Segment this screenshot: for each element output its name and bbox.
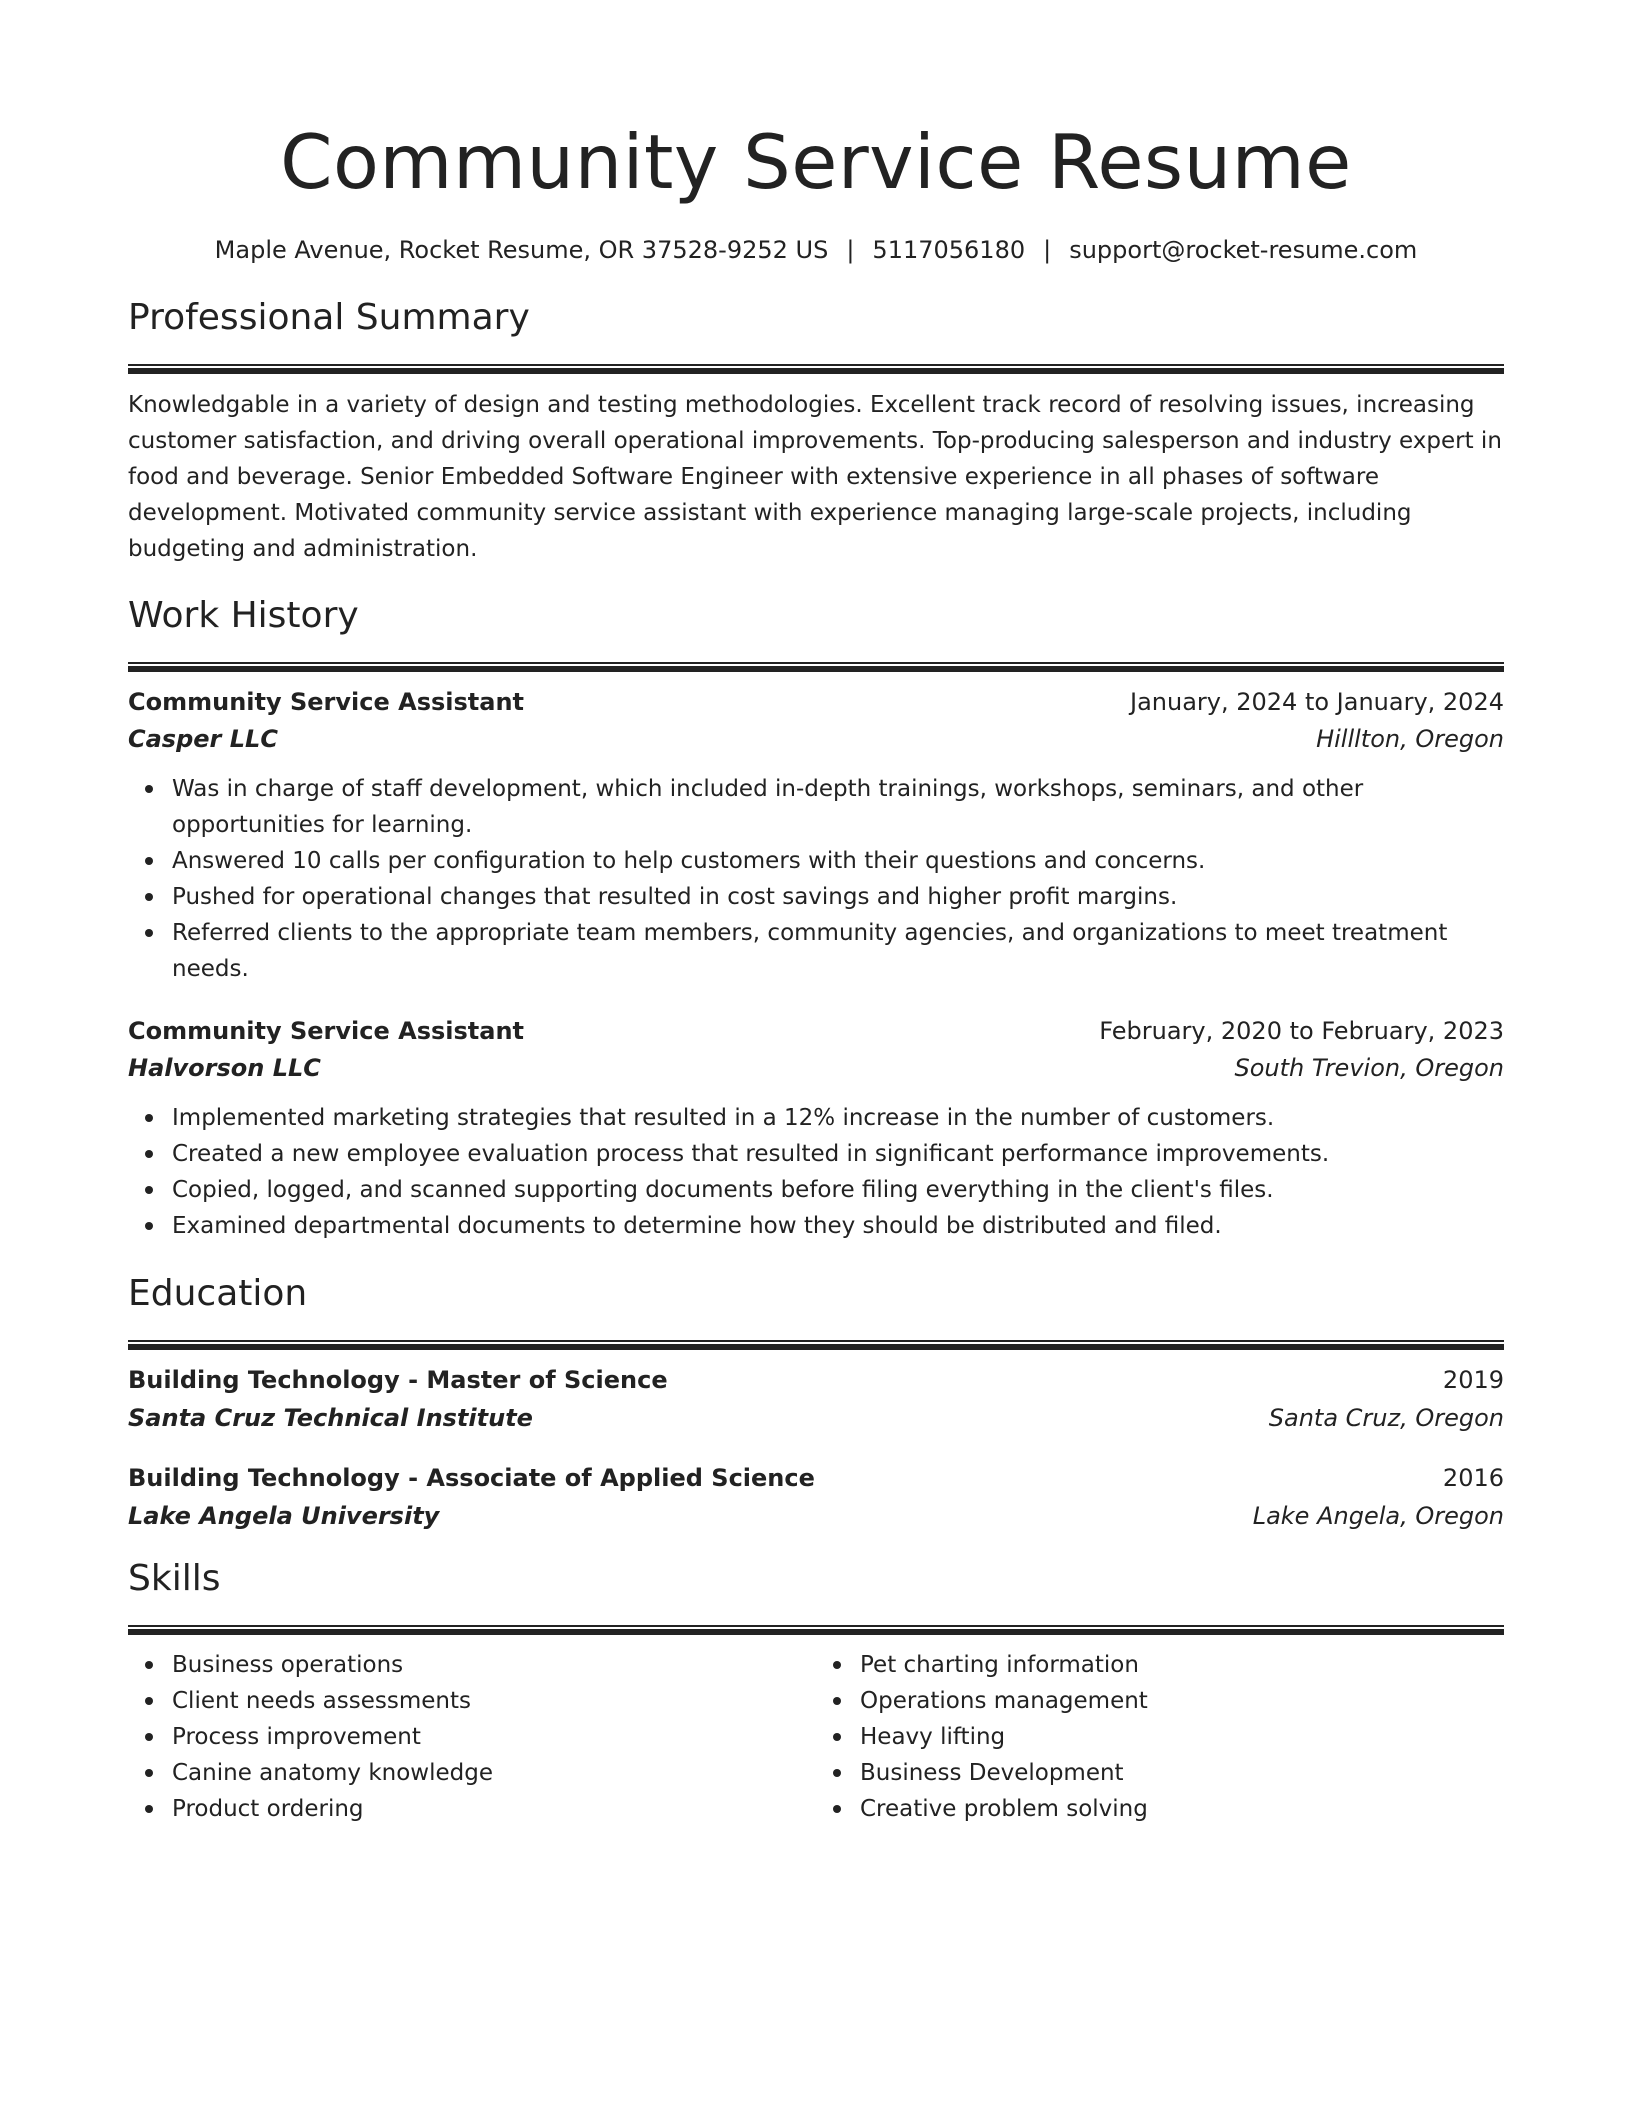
job-title: Community Service Assistant: [128, 1017, 524, 1045]
job-location: South Trevion, Oregon: [1234, 1054, 1504, 1082]
list-item: Referred clients to the appropriate team members, community agencies, and organizations to meet treatment needs.: [128, 915, 1504, 987]
contact-phone: 5117056180: [872, 236, 1026, 264]
job-header-row: [128, 1017, 1504, 1045]
education-section: [128, 1273, 1504, 1530]
list-item: Created a new employee evaluation process that resulted in significant performance improvements.: [128, 1136, 1504, 1172]
section-divider: [128, 1340, 1504, 1350]
work-section: [128, 595, 1504, 1244]
job-company-row: [128, 1054, 1504, 1082]
job-header-row: [128, 688, 1504, 716]
section-divider: [128, 662, 1504, 672]
education-degree: Building Technology - Master of Science: [128, 1366, 668, 1394]
list-item: Was in charge of staff development, which included in-depth trainings, workshops, seminars, and other opportunities for learning.: [128, 771, 1504, 843]
list-item: Answered 10 calls per configuration to help customers with their questions and concerns.: [128, 843, 1504, 879]
education-year: 2016: [1442, 1464, 1504, 1492]
list-item: Canine anatomy knowledge: [128, 1755, 816, 1791]
job-title: Community Service Assistant: [128, 688, 524, 716]
education-degree: Building Technology - Associate of Applied Science: [128, 1464, 815, 1492]
list-item: Heavy lifting: [816, 1719, 1504, 1755]
job-company: Casper LLC: [128, 725, 278, 753]
education-header-row: [128, 1464, 1504, 1492]
education-school-row: [128, 1502, 1504, 1530]
job-dates: January, 2024 to January, 2024: [1130, 688, 1504, 716]
list-item: Operations management: [816, 1683, 1504, 1719]
skills-list-right: [816, 1647, 1504, 1827]
job-entry: [128, 688, 1504, 987]
job-bullets: [128, 1100, 1504, 1244]
job-entry: [128, 1017, 1504, 1244]
list-item: Business operations: [128, 1647, 816, 1683]
summary-text: Knowledgable in a variety of design and testing methodologies. Excellent track record of resolving issues, increasing customer satisfaction, and driving overall operational improvements. Top-producing salesperson and industry expert in food and beverage. Senior Embedded Software Engineer with extensive experience in all phases of software development. Motivated community service assistant with experience managing large-scale projects, including budgeting and administration.: [128, 392, 1502, 562]
section-heading-summary: Professional Summary: [128, 297, 530, 338]
contact-email: support@rocket-resume.com: [1069, 236, 1418, 264]
job-bullets: [128, 771, 1504, 987]
list-item: Pushed for operational changes that resulted in cost savings and higher profit margins.: [128, 879, 1504, 915]
skills-section: [128, 1558, 1504, 1827]
list-item: Creative problem solving: [816, 1791, 1504, 1827]
education-school: Santa Cruz Technical Institute: [128, 1404, 533, 1432]
education-location: Lake Angela, Oregon: [1252, 1502, 1504, 1530]
list-item: Business Development: [816, 1755, 1504, 1791]
education-entry: [128, 1366, 1504, 1432]
education-entry: [128, 1464, 1504, 1530]
list-item: Client needs assessments: [128, 1683, 816, 1719]
list-item: Product ordering: [128, 1791, 816, 1827]
job-location: Hilllton, Oregon: [1316, 725, 1504, 753]
skills-columns: [128, 1647, 1504, 1827]
section-heading-education: Education: [128, 1273, 308, 1314]
section-heading-work: Work History: [128, 595, 359, 636]
contact-separator: |: [846, 236, 855, 264]
education-school: Lake Angela University: [128, 1502, 440, 1530]
list-item: Process improvement: [128, 1719, 816, 1755]
education-year: 2019: [1442, 1366, 1504, 1394]
job-company-row: [128, 725, 1504, 753]
section-divider: [128, 1625, 1504, 1635]
contact-line: [128, 238, 1504, 262]
summary-section: [128, 297, 1504, 567]
section-heading-skills: Skills: [128, 1558, 221, 1599]
job-company: Halvorson LLC: [128, 1054, 321, 1082]
contact-separator: |: [1043, 236, 1052, 264]
education-school-row: [128, 1404, 1504, 1432]
resume-title: Community Service Resume: [280, 118, 1352, 206]
education-location: Santa Cruz, Oregon: [1268, 1404, 1504, 1432]
skills-list-left: [128, 1647, 816, 1827]
list-item: Examined departmental documents to determine how they should be distributed and filed.: [128, 1208, 1504, 1244]
education-header-row: [128, 1366, 1504, 1394]
list-item: Copied, logged, and scanned supporting documents before filing everything in the client's files.: [128, 1172, 1504, 1208]
job-dates: February, 2020 to February, 2023: [1099, 1017, 1504, 1045]
contact-address: Maple Avenue, Rocket Resume, OR 37528-9252 US: [214, 236, 829, 264]
list-item: Pet charting information: [816, 1647, 1504, 1683]
section-divider: [128, 364, 1504, 374]
list-item: Implemented marketing strategies that resulted in a 12% increase in the number of customers.: [128, 1100, 1504, 1136]
